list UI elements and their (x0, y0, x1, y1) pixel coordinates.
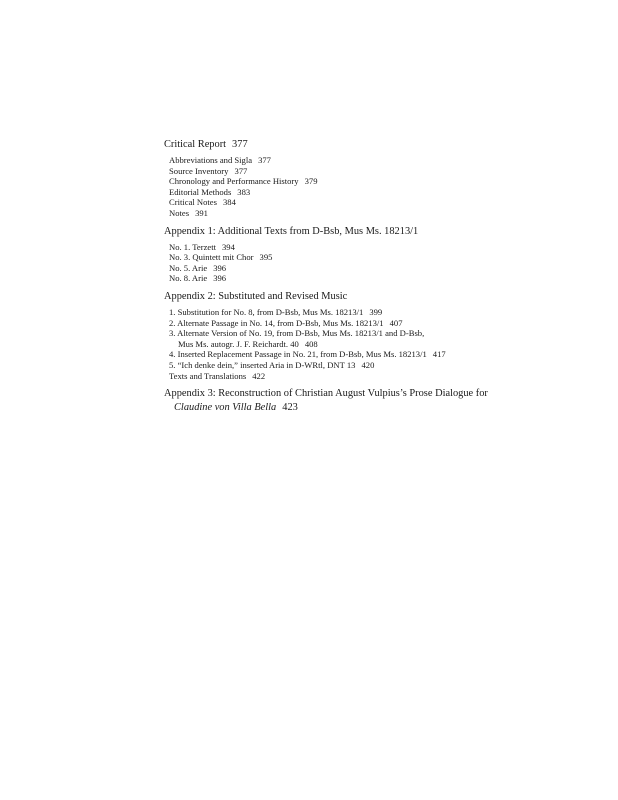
toc-entry-page: 377 (234, 165, 248, 176)
toc-entry (169, 197, 584, 208)
toc-section-critical-report (164, 138, 584, 219)
toc-entry-page: 377 (258, 155, 271, 165)
toc-heading-title: Appendix 1: Additional Texts from D-Bsb, Mus Ms. 18213/1 (164, 225, 419, 237)
toc-entry (169, 328, 584, 349)
table-of-contents (164, 138, 584, 415)
toc-heading-page: 423 (282, 402, 298, 414)
toc-entry-title: 2. Alternate Passage in No. 14, from D-Bsb, Mus Ms. 18213/1 (169, 317, 384, 328)
toc-entry-page: 407 (389, 317, 403, 328)
toc-entry-title: Texts and Translations (169, 370, 247, 381)
toc-entry (169, 273, 584, 284)
toc-entry-title: Chronology and Performance History (169, 176, 299, 187)
toc-entry-page: 396 (213, 273, 227, 284)
toc-entry (169, 307, 584, 318)
toc-heading (164, 225, 584, 239)
toc-entry-page: 422 (252, 370, 266, 381)
toc-heading (164, 138, 584, 152)
toc-entry (169, 371, 584, 382)
toc-entry (169, 252, 584, 263)
toc-entry (169, 155, 584, 166)
toc-entry-title: Source Inventory (169, 165, 229, 176)
toc-entry-title: 1. Substitution for No. 8, from D-Bsb, Mus Ms. 18213/1 (169, 306, 364, 317)
toc-entry-page: 394 (221, 241, 235, 252)
toc-entry-page: 408 (304, 338, 318, 349)
toc-entry-list (164, 155, 584, 219)
toc-entry (169, 318, 584, 329)
toc-entry-page: 399 (369, 306, 383, 317)
toc-entry (169, 242, 584, 253)
toc-entry-title: 3. Alternate Version of No. 19, from D-Bsb, Mus Ms. 18213/1 and D-Bsb, (169, 328, 425, 339)
toc-entry-page: 417 (432, 349, 446, 360)
toc-entry-page: 395 (259, 252, 273, 263)
toc-entry-page: 379 (304, 176, 318, 187)
toc-entry-list (164, 242, 584, 284)
toc-entry-title: No. 5. Arie (169, 262, 208, 273)
toc-entry-page: 383 (237, 186, 251, 197)
toc-heading-page: 377 (232, 139, 248, 150)
toc-entry-page: 396 (213, 262, 227, 273)
toc-entry-title: 5. “Ich denke dein,” inserted Aria in D-WRtl, DNT 13 (169, 359, 356, 370)
toc-section-appendix-1 (164, 225, 584, 284)
toc-entry-title: Critical Notes (169, 197, 217, 208)
toc-entry (169, 176, 584, 187)
toc-section-appendix-3 (164, 387, 584, 415)
toc-entry-continuation: Mus Ms. autogr. J. F. Reichardt. 40 (178, 338, 299, 349)
toc-heading-continuation: Claudine von Villa Bella (174, 402, 277, 414)
toc-entry (169, 187, 584, 198)
toc-heading-title: Appendix 3: Reconstruction of Christian August Vulpius’s Prose Dialogue for (164, 388, 488, 400)
toc-entry-title: No. 3. Quintett mit Chor (169, 252, 254, 263)
toc-entry (169, 349, 584, 360)
toc-entry-title: No. 1. Terzett (169, 241, 216, 252)
toc-heading (164, 387, 584, 415)
toc-entry (169, 208, 584, 219)
toc-entry (169, 166, 584, 177)
toc-entry-title: 4. Inserted Replacement Passage in No. 21, from D-Bsb, Mus Ms. 18213/1 (169, 349, 427, 360)
toc-entry-page: 384 (222, 197, 236, 208)
toc-entry-list (164, 307, 584, 381)
toc-heading-title: Appendix 2: Substituted and Revised Music (164, 290, 348, 302)
toc-entry (169, 263, 584, 274)
toc-entry-page: 391 (195, 207, 208, 218)
toc-entry-title: Notes (169, 207, 190, 218)
toc-entry (169, 360, 584, 371)
toc-entry-title: No. 8. Arie (169, 273, 208, 284)
toc-entry-title: Editorial Methods (169, 186, 232, 197)
toc-heading-title: Critical Report (164, 139, 227, 150)
toc-heading (164, 290, 584, 304)
toc-entry-page: 420 (361, 359, 375, 370)
toc-section-appendix-2 (164, 290, 584, 381)
toc-entry-title: Abbreviations and Sigla (169, 155, 253, 165)
